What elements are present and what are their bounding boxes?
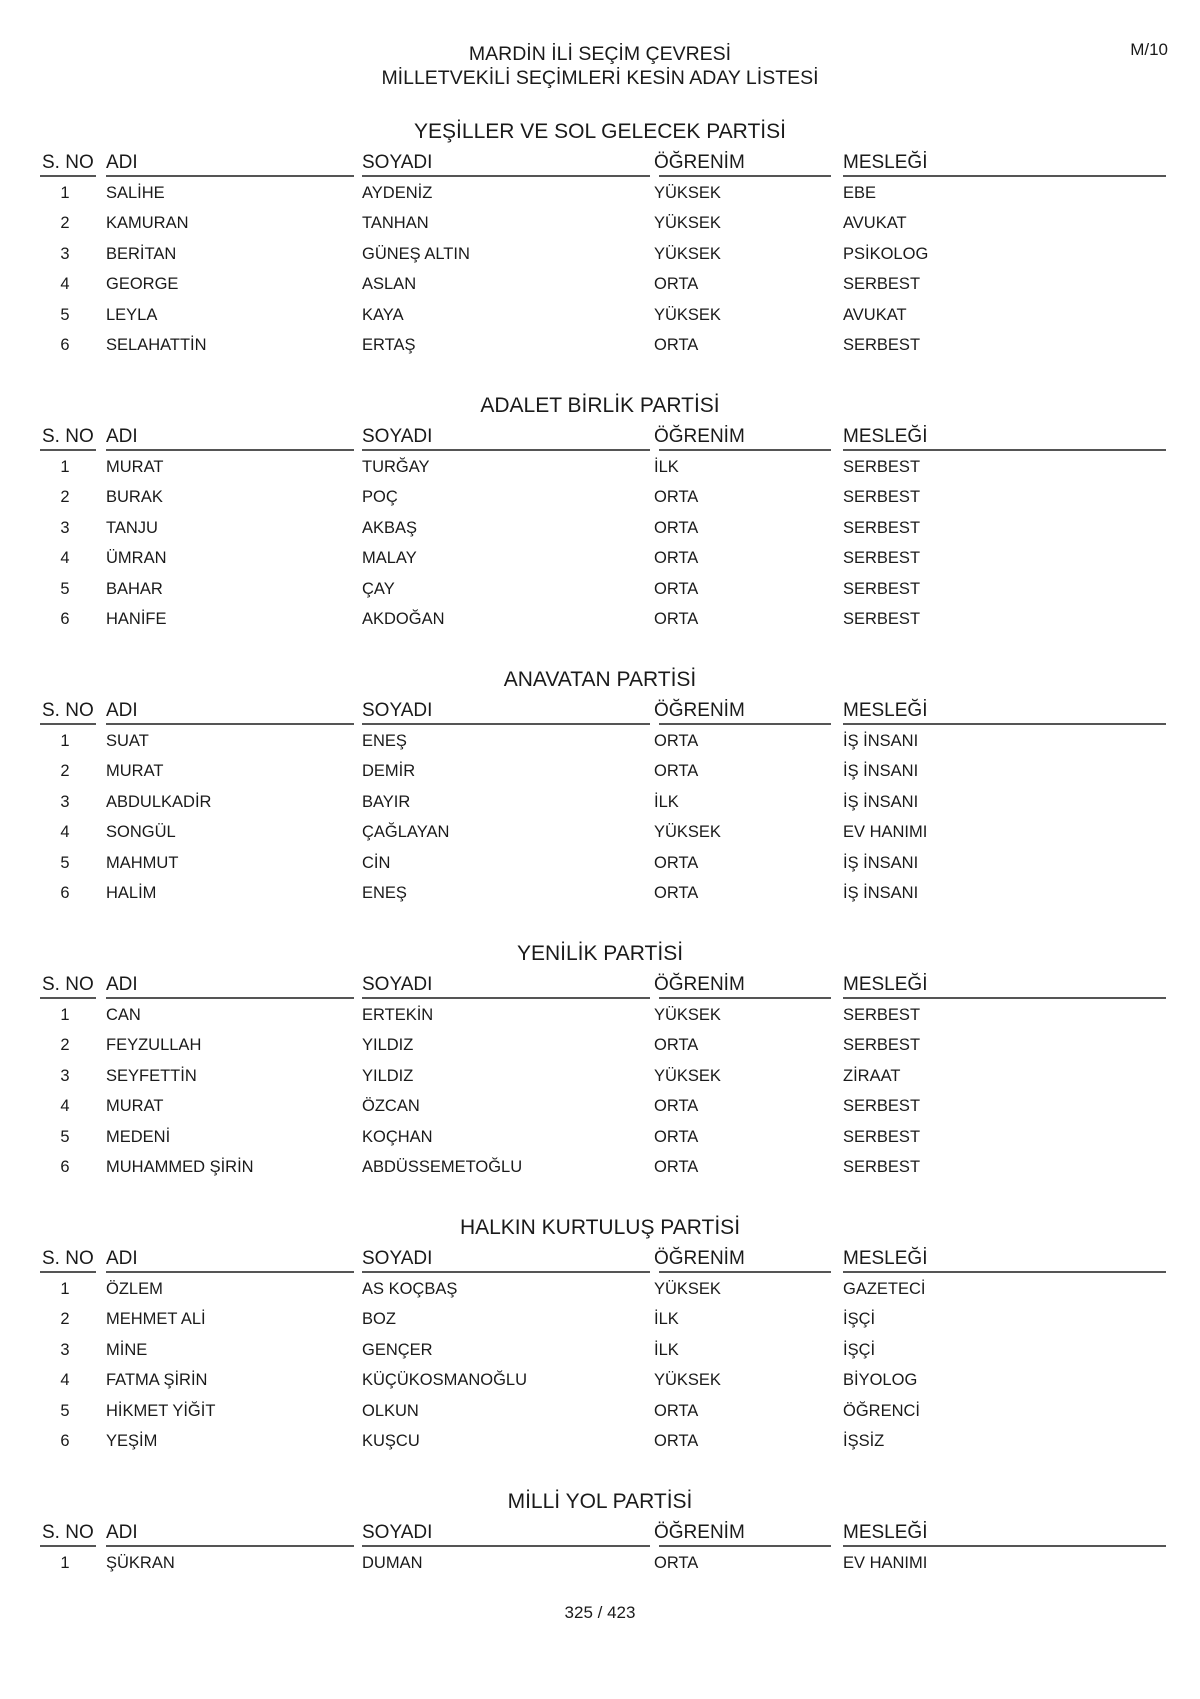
cell-meslegi: İŞ İNSANI (843, 762, 919, 781)
cell-meslegi: ÖĞRENCİ (843, 1401, 921, 1420)
column-header-meslegi: MESLEĞİ (843, 152, 928, 173)
cell-sira-no: 6 (60, 335, 70, 354)
table-row (0, 816, 1200, 846)
cell-ogrenim: ORTA (654, 1127, 699, 1146)
table-row (0, 847, 1200, 877)
column-header-soyadi: SOYADI (362, 1522, 433, 1543)
cell-meslegi: EV HANIMI (843, 823, 928, 842)
cell-adi: SALİHE (106, 184, 165, 202)
party-section (0, 391, 1200, 665)
cell-soyadi: ENEŞ (362, 732, 407, 750)
party-name: HALKIN KURTULUŞ PARTİSİ (459, 1216, 741, 1239)
cell-sira-no: 1 (60, 732, 70, 750)
cell-soyadi: YILDIZ (362, 1036, 414, 1055)
table-row (0, 268, 1200, 298)
cell-sira-no: 2 (60, 488, 70, 507)
column-header-sira-no: S. NO (42, 700, 94, 721)
cell-soyadi: AYDENİZ (362, 184, 433, 202)
cell-ogrenim: ORTA (654, 1401, 699, 1420)
cell-adi: LEYLA (106, 305, 158, 324)
column-header-sira-no: S. NO (42, 426, 94, 447)
cell-sira-no: 5 (60, 1401, 70, 1420)
cell-soyadi: BAYIR (362, 792, 411, 811)
cell-adi: MİNE (106, 1340, 148, 1359)
cell-ogrenim: ORTA (654, 518, 699, 537)
table-row (0, 329, 1200, 359)
cell-soyadi: KÜÇÜKOSMANOĞLU (362, 1371, 528, 1390)
table-row (0, 1151, 1200, 1181)
cell-sira-no: 3 (60, 1066, 70, 1085)
party-name: MİLLİ YOL PARTİSİ (507, 1490, 693, 1513)
party-name: YENİLİK PARTİSİ (516, 942, 684, 965)
document-title (0, 42, 1200, 90)
table-row (0, 786, 1200, 816)
cell-soyadi: ÇAĞLAYAN (362, 823, 450, 842)
cell-ogrenim: İLK (654, 1310, 679, 1329)
party-section (0, 1487, 1200, 1699)
cell-meslegi: PSİKOLOG (843, 244, 929, 263)
table-header (0, 147, 1200, 177)
column-header-adi: ADI (106, 1248, 138, 1269)
cell-adi: HANİFE (106, 609, 167, 628)
cell-adi: CAN (106, 1006, 141, 1024)
cell-meslegi: İŞÇİ (843, 1340, 876, 1359)
column-header-soyadi: SOYADI (362, 974, 433, 995)
cell-sira-no: 2 (60, 762, 70, 781)
cell-adi: SUAT (106, 732, 149, 750)
table-row (0, 1303, 1200, 1333)
cell-adi: HALİM (106, 883, 157, 902)
cell-meslegi: SERBEST (843, 458, 921, 476)
table-row (0, 177, 1200, 207)
cell-ogrenim: ORTA (654, 1554, 699, 1572)
cell-meslegi: SERBEST (843, 488, 921, 507)
table-row (0, 542, 1200, 572)
column-header-ogrenim: ÖĞRENİM (654, 974, 745, 995)
cell-sira-no: 5 (60, 1127, 70, 1146)
cell-meslegi: SERBEST (843, 1006, 921, 1024)
cell-ogrenim: YÜKSEK (654, 184, 721, 202)
cell-sira-no: 5 (60, 579, 70, 598)
cell-soyadi: TANHAN (362, 214, 429, 233)
cell-ogrenim: ORTA (654, 488, 699, 507)
cell-adi: BERİTAN (106, 244, 177, 263)
column-header-meslegi: MESLEĞİ (843, 1522, 928, 1543)
cell-ogrenim: YÜKSEK (654, 823, 721, 842)
cell-soyadi: YILDIZ (362, 1066, 414, 1085)
table-row (0, 1547, 1200, 1577)
cell-meslegi: SERBEST (843, 1097, 921, 1116)
title-line-2: MİLLETVEKİLİ SEÇİMLERİ KESİN ADAY LİSTESİ (381, 67, 819, 89)
cell-soyadi: AKDOĞAN (362, 609, 445, 628)
cell-meslegi: SERBEST (843, 1127, 921, 1146)
cell-soyadi: ÇAY (362, 579, 395, 598)
cell-sira-no: 6 (60, 609, 70, 628)
cell-soyadi: OLKUN (362, 1401, 419, 1420)
cell-meslegi: İŞ İNSANI (843, 732, 919, 750)
cell-adi: MEDENİ (106, 1127, 171, 1146)
cell-ogrenim: YÜKSEK (654, 1006, 721, 1024)
table-row (0, 512, 1200, 542)
cell-adi: BURAK (106, 488, 163, 507)
cell-adi: MURAT (106, 762, 164, 781)
cell-soyadi: ÖZCAN (362, 1097, 420, 1116)
cell-soyadi: GÜNEŞ ALTIN (362, 244, 470, 263)
cell-adi: TANJU (106, 518, 158, 537)
column-header-sira-no: S. NO (42, 1248, 94, 1269)
cell-sira-no: 1 (60, 1554, 70, 1572)
cell-sira-no: 1 (60, 1006, 70, 1024)
column-header-sira-no: S. NO (42, 1522, 94, 1543)
cell-meslegi: SERBEST (843, 275, 921, 294)
cell-ogrenim: ORTA (654, 335, 699, 354)
cell-ogrenim: ORTA (654, 609, 699, 628)
cell-adi: MURAT (106, 1097, 164, 1116)
cell-adi: BAHAR (106, 579, 163, 598)
table-row (0, 755, 1200, 785)
cell-meslegi: EBE (843, 184, 877, 202)
cell-meslegi: İŞ İNSANI (843, 883, 919, 902)
party-name: ADALET BİRLİK PARTİSİ (480, 394, 720, 417)
cell-adi: ÜMRAN (106, 549, 167, 568)
cell-sira-no: 3 (60, 1340, 70, 1359)
cell-meslegi: GAZETECİ (843, 1280, 926, 1298)
cell-ogrenim: ORTA (654, 853, 699, 872)
table-row (0, 481, 1200, 511)
cell-sira-no: 4 (60, 1097, 70, 1116)
cell-ogrenim: ORTA (654, 549, 699, 568)
cell-sira-no: 1 (60, 1280, 70, 1298)
title-line-1: MARDİN İLİ SEÇİM ÇEVRESİ (468, 43, 732, 65)
table-row (0, 603, 1200, 633)
cell-sira-no: 3 (60, 518, 70, 537)
cell-soyadi: ENEŞ (362, 883, 407, 902)
cell-adi: MURAT (106, 458, 164, 476)
cell-sira-no: 3 (60, 244, 70, 263)
cell-sira-no: 4 (60, 823, 70, 842)
cell-meslegi: BİYOLOG (843, 1371, 918, 1390)
cell-soyadi: AS KOÇBAŞ (362, 1280, 458, 1298)
column-header-meslegi: MESLEĞİ (843, 1248, 928, 1269)
column-header-soyadi: SOYADI (362, 700, 433, 721)
column-header-ogrenim: ÖĞRENİM (654, 152, 745, 173)
column-header-meslegi: MESLEĞİ (843, 974, 928, 995)
party-section (0, 939, 1200, 1213)
page-code: M/10 (1130, 40, 1168, 59)
cell-ogrenim: YÜKSEK (654, 1371, 721, 1390)
table-header (0, 421, 1200, 451)
cell-adi: KAMURAN (106, 214, 189, 233)
cell-sira-no: 4 (60, 275, 70, 294)
cell-meslegi: AVUKAT (843, 305, 907, 324)
table-row (0, 999, 1200, 1029)
cell-ogrenim: İLK (654, 458, 679, 476)
cell-meslegi: ZİRAAT (843, 1066, 901, 1085)
table-row (0, 238, 1200, 268)
cell-ogrenim: YÜKSEK (654, 1280, 721, 1298)
cell-soyadi: TURĞAY (362, 458, 430, 476)
cell-adi: FATMA ŞİRİN (106, 1371, 208, 1390)
page-number: 325 / 423 (564, 1603, 636, 1622)
party-sections (0, 117, 1200, 1699)
cell-ogrenim: ORTA (654, 275, 699, 294)
cell-adi: SONGÜL (106, 823, 176, 842)
table-row (0, 451, 1200, 481)
cell-ogrenim: İLK (654, 1340, 679, 1359)
column-header-soyadi: SOYADI (362, 1248, 433, 1269)
column-header-meslegi: MESLEĞİ (843, 700, 928, 721)
table-row (0, 1364, 1200, 1394)
column-header-ogrenim: ÖĞRENİM (654, 1248, 745, 1269)
cell-sira-no: 6 (60, 1431, 70, 1450)
cell-soyadi: AKBAŞ (362, 518, 418, 537)
column-header-ogrenim: ÖĞRENİM (654, 1522, 745, 1543)
cell-meslegi: AVUKAT (843, 214, 907, 233)
table-header (0, 695, 1200, 725)
cell-adi: MEHMET ALİ (106, 1310, 206, 1329)
cell-soyadi: KUŞCU (362, 1431, 420, 1450)
cell-meslegi: İŞ İNSANI (843, 792, 919, 811)
cell-soyadi: DUMAN (362, 1554, 423, 1572)
table-row (0, 1029, 1200, 1059)
cell-meslegi: EV HANIMI (843, 1554, 928, 1572)
cell-soyadi: ERTAŞ (362, 335, 416, 354)
column-header-soyadi: SOYADI (362, 152, 433, 173)
cell-ogrenim: ORTA (654, 762, 699, 781)
table-row (0, 1334, 1200, 1364)
table-row (0, 207, 1200, 237)
cell-adi: ŞÜKRAN (106, 1554, 175, 1572)
cell-ogrenim: ORTA (654, 1157, 699, 1176)
cell-sira-no: 4 (60, 549, 70, 568)
table-row (0, 725, 1200, 755)
cell-ogrenim: YÜKSEK (654, 305, 721, 324)
cell-soyadi: POÇ (362, 488, 398, 507)
cell-meslegi: SERBEST (843, 335, 921, 354)
cell-soyadi: MALAY (362, 549, 417, 568)
table-row (0, 299, 1200, 329)
cell-soyadi: KOÇHAN (362, 1127, 433, 1146)
party-name: YEŞİLLER VE SOL GELECEK PARTİSİ (414, 120, 786, 143)
cell-ogrenim: ORTA (654, 883, 699, 902)
column-header-ogrenim: ÖĞRENİM (654, 426, 745, 447)
cell-meslegi: İŞÇİ (843, 1310, 876, 1329)
cell-adi: MAHMUT (106, 853, 179, 872)
column-header-adi: ADI (106, 1522, 138, 1543)
cell-adi: MUHAMMED ŞİRİN (106, 1157, 254, 1176)
cell-adi: SEYFETTİN (106, 1066, 197, 1085)
cell-sira-no: 4 (60, 1371, 70, 1390)
cell-sira-no: 2 (60, 214, 70, 233)
cell-sira-no: 5 (60, 305, 70, 324)
table-row (0, 1060, 1200, 1090)
party-name: ANAVATAN PARTİSİ (503, 668, 697, 691)
table-row (0, 1121, 1200, 1151)
cell-ogrenim: ORTA (654, 732, 699, 750)
cell-adi: HİKMET YİĞİT (106, 1401, 216, 1420)
column-header-adi: ADI (106, 700, 138, 721)
cell-meslegi: SERBEST (843, 1157, 921, 1176)
column-header-sira-no: S. NO (42, 974, 94, 995)
cell-meslegi: SERBEST (843, 579, 921, 598)
table-row (0, 1395, 1200, 1425)
cell-ogrenim: YÜKSEK (654, 214, 721, 233)
table-header (0, 969, 1200, 999)
cell-ogrenim: YÜKSEK (654, 244, 721, 263)
cell-meslegi: SERBEST (843, 609, 921, 628)
table-row (0, 1273, 1200, 1303)
cell-adi: ABDULKADİR (106, 792, 212, 811)
cell-sira-no: 2 (60, 1310, 70, 1329)
cell-adi: GEORGE (106, 275, 179, 294)
cell-soyadi: ASLAN (362, 275, 417, 294)
table-header (0, 1517, 1200, 1547)
cell-soyadi: GENÇER (362, 1340, 433, 1359)
table-row (0, 1425, 1200, 1455)
cell-meslegi: SERBEST (843, 549, 921, 568)
party-section (0, 1213, 1200, 1487)
cell-adi: YEŞİM (106, 1431, 158, 1450)
cell-adi: FEYZULLAH (106, 1036, 202, 1055)
cell-ogrenim: ORTA (654, 1431, 699, 1450)
cell-ogrenim: YÜKSEK (654, 1066, 721, 1085)
table-row (0, 877, 1200, 907)
column-header-adi: ADI (106, 974, 138, 995)
cell-soyadi: ERTEKİN (362, 1006, 434, 1024)
cell-soyadi: BOZ (362, 1310, 396, 1329)
column-header-adi: ADI (106, 152, 138, 173)
party-section (0, 117, 1200, 391)
column-header-soyadi: SOYADI (362, 426, 433, 447)
cell-sira-no: 6 (60, 1157, 70, 1176)
cell-meslegi: İŞSİZ (843, 1431, 885, 1450)
cell-soyadi: ABDÜSSEMETOĞLU (362, 1157, 523, 1176)
cell-sira-no: 5 (60, 853, 70, 872)
cell-meslegi: SERBEST (843, 1036, 921, 1055)
cell-ogrenim: ORTA (654, 1097, 699, 1116)
cell-ogrenim: ORTA (654, 579, 699, 598)
cell-ogrenim: ORTA (654, 1036, 699, 1055)
cell-sira-no: 6 (60, 883, 70, 902)
party-section (0, 665, 1200, 939)
cell-adi: SELAHATTİN (106, 335, 207, 354)
table-row (0, 1090, 1200, 1120)
cell-adi: ÖZLEM (106, 1280, 163, 1298)
table-row (0, 573, 1200, 603)
column-header-meslegi: MESLEĞİ (843, 426, 928, 447)
cell-soyadi: DEMİR (362, 762, 416, 781)
cell-sira-no: 1 (60, 184, 70, 202)
cell-sira-no: 1 (60, 458, 70, 476)
cell-soyadi: KAYA (362, 305, 404, 324)
cell-soyadi: CİN (362, 853, 391, 872)
cell-sira-no: 2 (60, 1036, 70, 1055)
column-header-ogrenim: ÖĞRENİM (654, 700, 745, 721)
column-header-sira-no: S. NO (42, 152, 94, 173)
cell-meslegi: İŞ İNSANI (843, 853, 919, 872)
column-header-adi: ADI (106, 426, 138, 447)
cell-ogrenim: İLK (654, 792, 679, 811)
table-header (0, 1243, 1200, 1273)
cell-sira-no: 3 (60, 792, 70, 811)
cell-meslegi: SERBEST (843, 518, 921, 537)
